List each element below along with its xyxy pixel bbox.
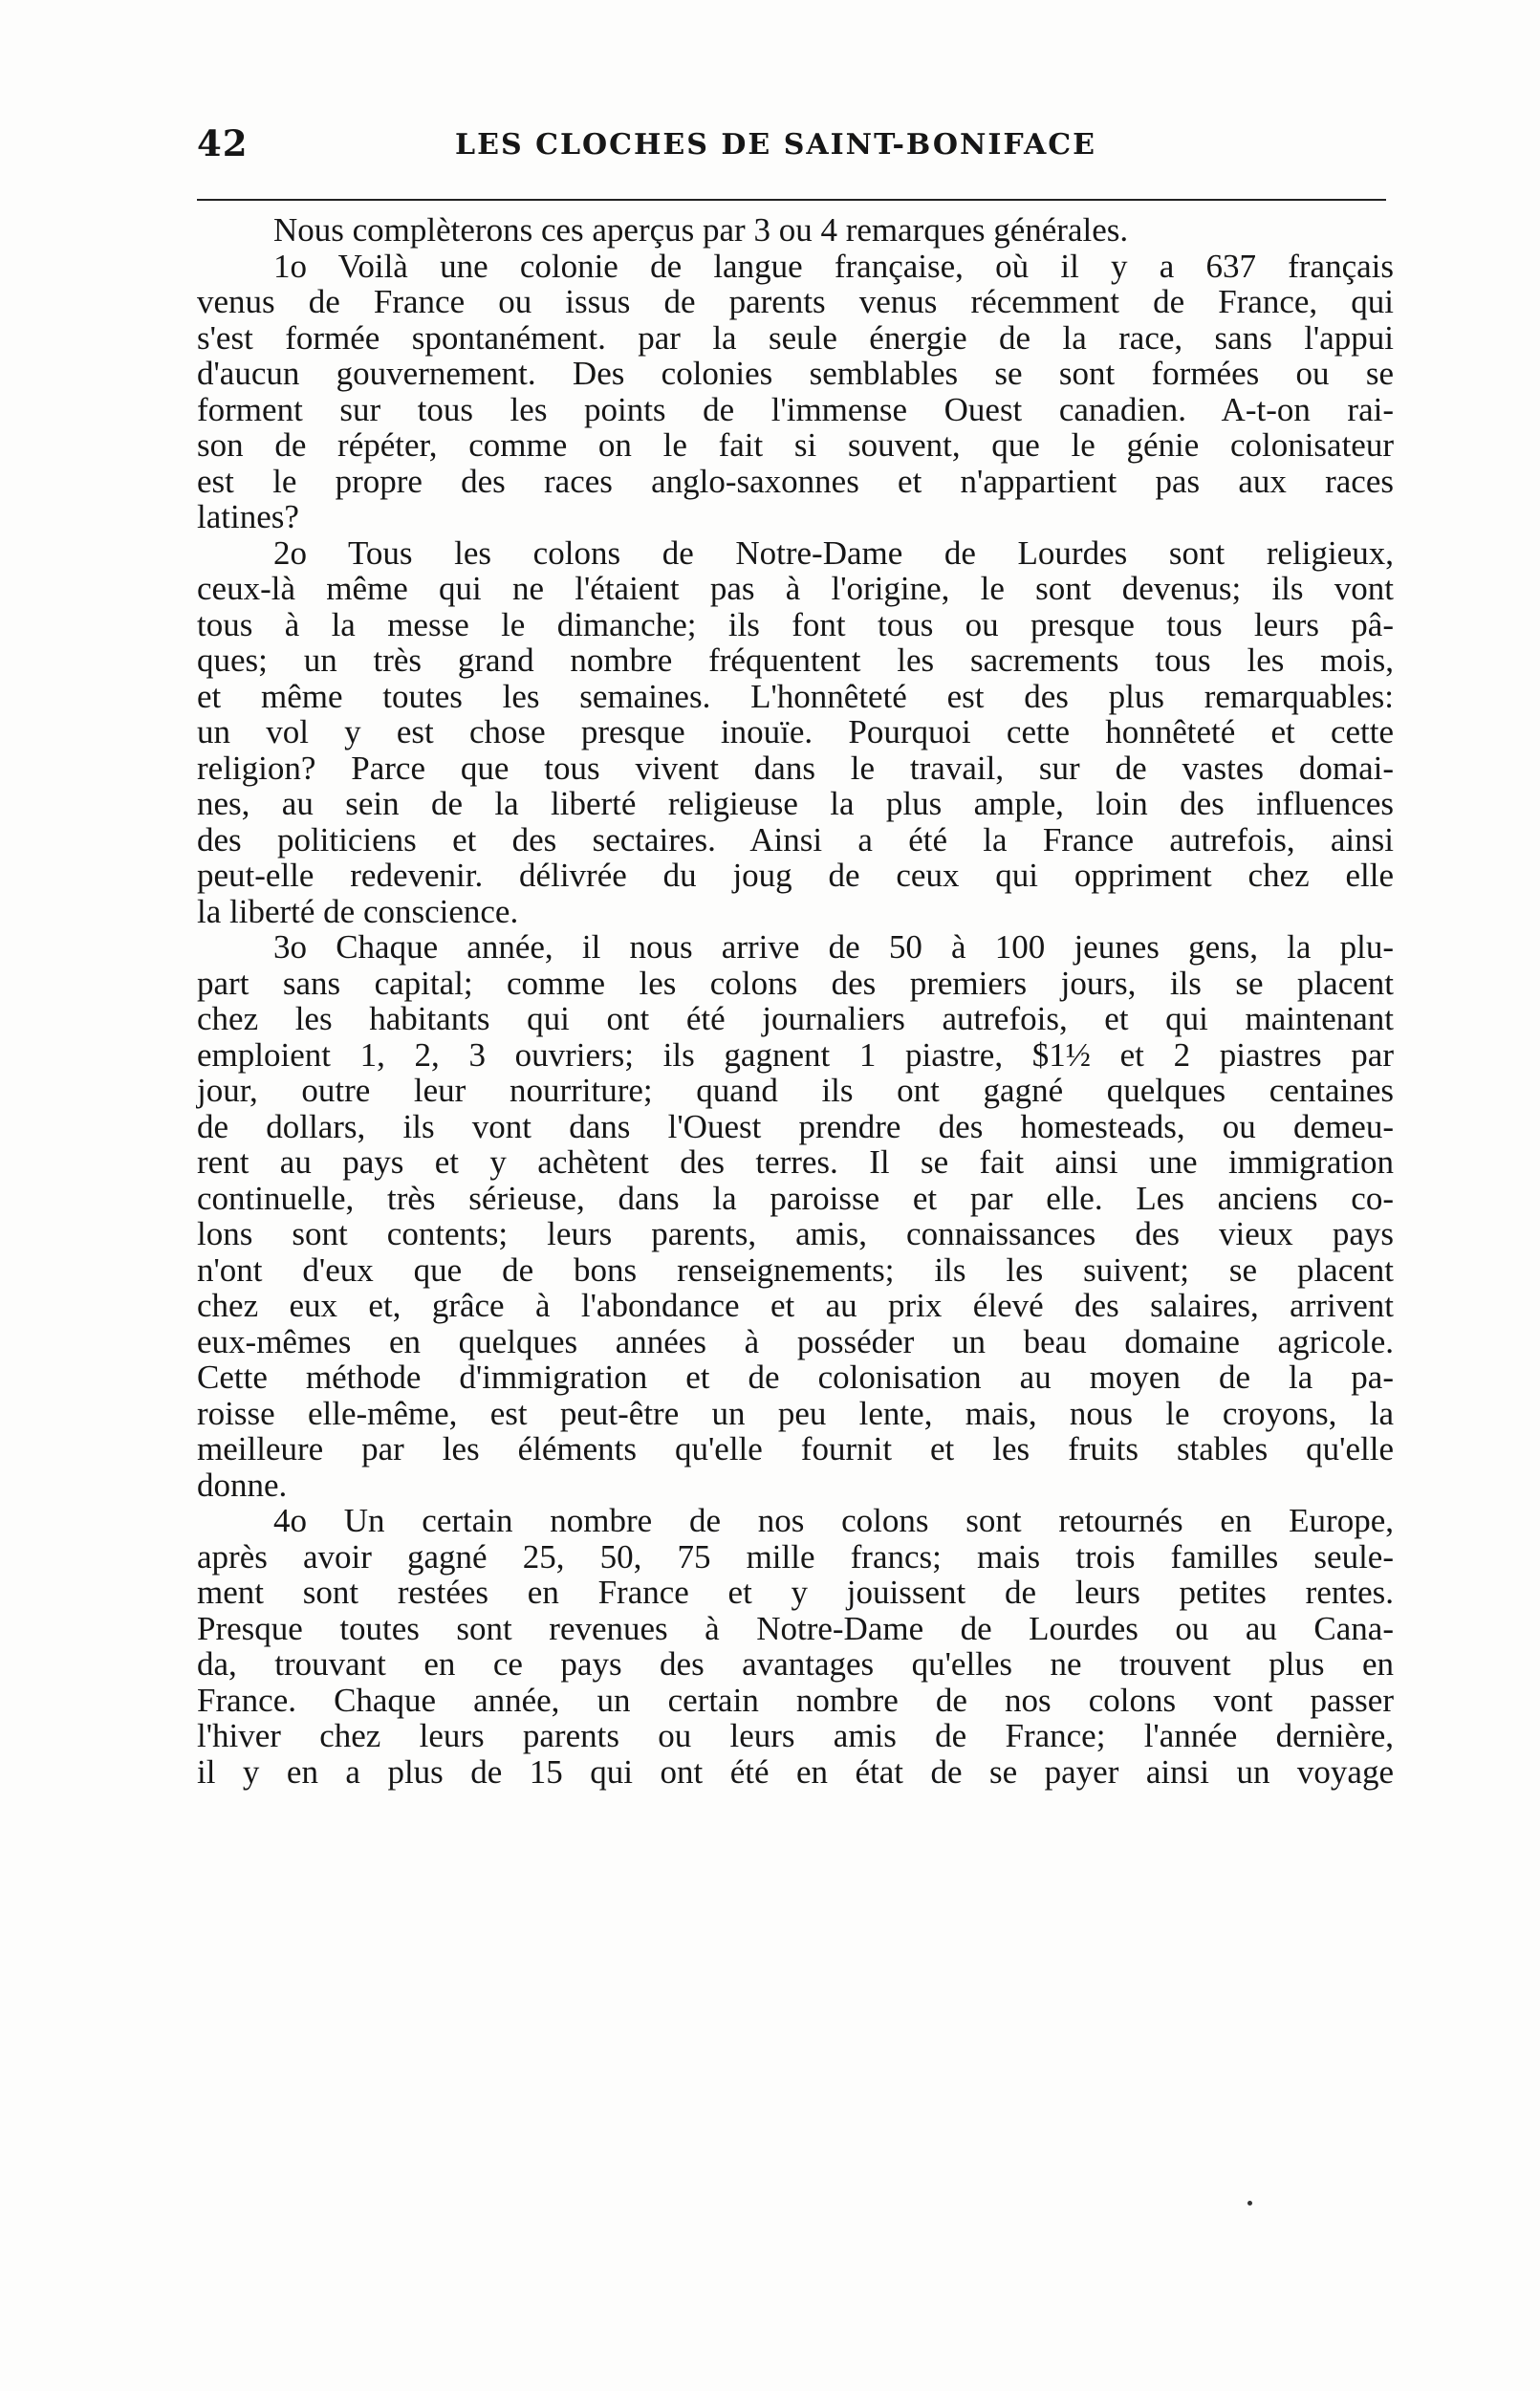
text-line: son de répéter, comme on le fait si souvent, que le génie colonisateur: [197, 426, 1394, 464]
header-rule: [197, 199, 1386, 201]
text-line: un vol y est chose presque inouïe. Pourquoi cette honnêteté et cette: [197, 713, 1394, 750]
running-title: LES CLOCHES DE SAINT-BONIFACE: [455, 128, 1096, 162]
text-line: chez les habitants qui ont été journaliers autrefois, et qui maintenant: [197, 1000, 1394, 1037]
text-line: il y en a plus de 15 qui ont été en état de se payer ainsi un voyage: [197, 1752, 1394, 1791]
text-line: 1o Voilà une colonie de langue française, où il y a 637 français: [273, 247, 1394, 285]
paragraph-point-3: [197, 929, 1394, 1503]
text-line: chez eux et, grâce à l'abondance et au prix élevé des salaires, arrivent: [197, 1287, 1394, 1324]
paragraph-point-4: [197, 1503, 1394, 1790]
print-speck: [1247, 2201, 1252, 2206]
text-line: venus de France ou issus de parents venus récemment de France, qui: [197, 283, 1394, 320]
paragraph-point-1: [197, 249, 1394, 535]
text-line: Cette méthode d'immigration et de colonisation au moyen de la pa-: [197, 1359, 1394, 1396]
page-number: 42: [197, 122, 249, 164]
text-line: d'aucun gouvernement. Des colonies semblables se sont formées ou se: [197, 355, 1394, 392]
text-line: est le propre des races anglo-saxonnes et n'appartient pas aux races: [197, 462, 1394, 500]
text-line: après avoir gagné 25, 50, 75 mille francs; mais trois familles seule-: [197, 1537, 1394, 1576]
text-line: jour, outre leur nourriture; quand ils ont gagné quelques centaines: [197, 1072, 1394, 1109]
text-line: latines?: [197, 498, 299, 535]
text-line: continuelle, très sérieuse, dans la paroisse et par elle. Les anciens co-: [197, 1179, 1394, 1217]
text-line: religion? Parce que tous vivent dans le travail, sur de vastes domai-: [197, 749, 1394, 787]
text-line: 2o Tous les colons de Notre-Dame de Lourdes sont religieux,: [273, 533, 1394, 572]
text-line: Nous complèterons ces aperçus par 3 ou 4 remarques générales.: [273, 211, 1129, 249]
text-line: donne.: [197, 1466, 288, 1504]
text-line: roisse elle-même, est peut-être un peu lente, mais, nous le croyons, la: [197, 1394, 1394, 1432]
text-line: eux-mêmes en quelques années à posséder un beau domaine agricole.: [197, 1322, 1394, 1360]
paragraph-point-2: [197, 535, 1394, 930]
text-line: ques; un très grand nombre fréquentent les sacrements tous les mois,: [197, 641, 1394, 679]
text-line: 3o Chaque année, il nous arrive de 50 à 100 jeunes gens, la plu-: [273, 928, 1394, 966]
body-text: [197, 212, 1394, 1790]
text-line: nes, au sein de la liberté religieuse la plus ample, loin des influences: [197, 785, 1394, 822]
text-line: da, trouvant en ce pays des avantages qu'elles ne trouvent plus en: [197, 1645, 1394, 1683]
text-line: ment sont restées en France et y jouissent de leurs petites rentes.: [197, 1574, 1394, 1611]
paragraph-intro: [197, 212, 1394, 249]
text-line: forment sur tous les points de l'immense Ouest canadien. A-t-on rai-: [197, 390, 1394, 428]
text-line: l'hiver chez leurs parents ou leurs amis de France; l'année dernière,: [197, 1717, 1394, 1754]
text-line: n'ont d'eux que de bons renseignements; ils les suivent; se placent: [197, 1250, 1394, 1289]
text-line: de dollars, ils vont dans l'Ouest prendre des homesteads, ou demeu-: [197, 1107, 1394, 1145]
text-line: lons sont contents; leurs parents, amis, connaissances des vieux pays: [197, 1215, 1394, 1252]
text-line: ceux-là même qui ne l'étaient pas à l'origine, le sont devenus; ils vont: [197, 570, 1394, 607]
text-line: part sans capital; comme les colons des premiers jours, ils se placent: [197, 964, 1394, 1002]
text-line: la liberté de conscience.: [197, 892, 519, 930]
text-line: France. Chaque année, un certain nombre de nos colons vont passer: [197, 1681, 1394, 1719]
text-line: 4o Un certain nombre de nos colons sont retournés en Europe,: [273, 1502, 1394, 1539]
text-line: des politiciens et des sectaires. Ainsi a été la France autrefois, ainsi: [197, 820, 1394, 859]
text-line: Presque toutes sont revenues à Notre-Dame de Lourdes ou au Cana-: [197, 1609, 1394, 1647]
text-line: tous à la messe le dimanche; ils font tous ou presque tous leurs pâ-: [197, 605, 1394, 643]
text-line: rent au pays et y achètent des terres. Il se fait ainsi une immigration: [197, 1143, 1394, 1181]
text-line: emploient 1, 2, 3 ouvriers; ils gagnent 1 piastre, $1½ et 2 piastres par: [197, 1035, 1394, 1074]
page-header: [197, 122, 1386, 180]
text-line: meilleure par les éléments qu'elle fournit et les fruits stables qu'elle: [197, 1430, 1394, 1467]
text-line: peut-elle redevenir. délivrée du joug de ceux qui oppriment chez elle: [197, 857, 1394, 894]
text-line: et même toutes les semaines. L'honnêteté est des plus remarquables:: [197, 677, 1394, 715]
text-line: s'est formée spontanément. par la seule énergie de la race, sans l'appui: [197, 318, 1394, 357]
